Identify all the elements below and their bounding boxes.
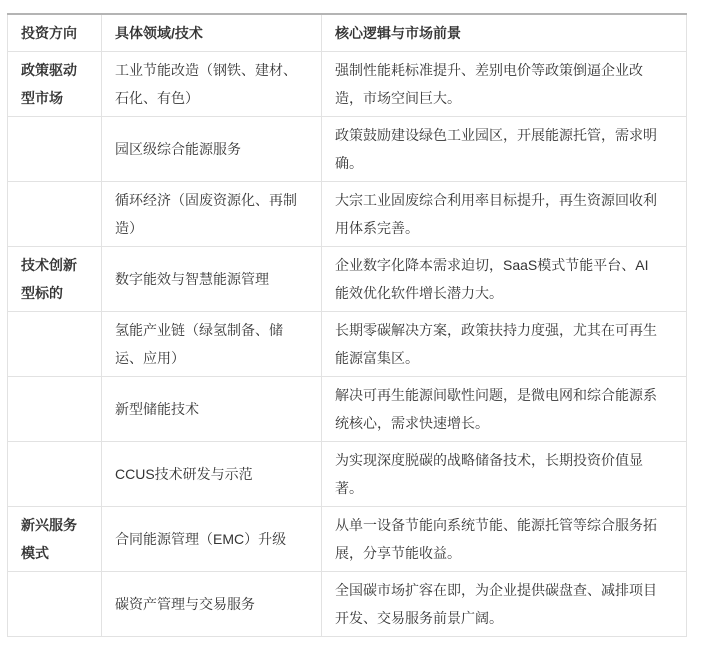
table-row bbox=[8, 117, 687, 182]
table-row bbox=[8, 182, 687, 247]
cell-logic: 企业数字化降本需求迫切，SaaS模式节能平台、AI能效优化软件增长潜力大。 bbox=[322, 247, 687, 312]
table-row bbox=[8, 52, 687, 117]
col-header-direction: 投资方向 bbox=[8, 14, 102, 52]
cell-field: 工业节能改造（钢铁、建材、石化、有色） bbox=[102, 52, 322, 117]
cell-logic: 大宗工业固废综合利用率目标提升，再生资源回收利用体系完善。 bbox=[322, 182, 687, 247]
cell-logic: 为实现深度脱碳的战略储备技术，长期投资价值显著。 bbox=[322, 442, 687, 507]
cell-direction bbox=[8, 312, 102, 377]
col-header-field: 具体领域/技术 bbox=[102, 14, 322, 52]
table-header-row bbox=[8, 14, 687, 52]
table-row bbox=[8, 507, 687, 572]
table-row bbox=[8, 442, 687, 507]
cell-direction: 技术创新型标的 bbox=[8, 247, 102, 312]
cell-direction bbox=[8, 572, 102, 637]
cell-field: 新型储能技术 bbox=[102, 377, 322, 442]
cell-logic: 政策鼓励建设绿色工业园区，开展能源托管，需求明确。 bbox=[322, 117, 687, 182]
cell-direction: 政策驱动型市场 bbox=[8, 52, 102, 117]
cell-field: 循环经济（固废资源化、再制造） bbox=[102, 182, 322, 247]
table-row bbox=[8, 312, 687, 377]
cell-logic: 从单一设备节能向系统节能、能源托管等综合服务拓展，分享节能收益。 bbox=[322, 507, 687, 572]
cell-field: 合同能源管理（EMC）升级 bbox=[102, 507, 322, 572]
cell-logic: 强制性能耗标准提升、差别电价等政策倒逼企业改造，市场空间巨大。 bbox=[322, 52, 687, 117]
investment-table bbox=[7, 13, 687, 637]
cell-field: 园区级综合能源服务 bbox=[102, 117, 322, 182]
cell-logic: 长期零碳解决方案，政策扶持力度强，尤其在可再生能源富集区。 bbox=[322, 312, 687, 377]
cell-field: 氢能产业链（绿氢制备、储运、应用） bbox=[102, 312, 322, 377]
cell-logic: 解决可再生能源间歇性问题，是微电网和综合能源系统核心，需求快速增长。 bbox=[322, 377, 687, 442]
cell-field: 数字能效与智慧能源管理 bbox=[102, 247, 322, 312]
cell-direction bbox=[8, 117, 102, 182]
cell-logic: 全国碳市场扩容在即，为企业提供碳盘查、减排项目开发、交易服务前景广阔。 bbox=[322, 572, 687, 637]
cell-direction bbox=[8, 182, 102, 247]
table-row bbox=[8, 572, 687, 637]
col-header-logic: 核心逻辑与市场前景 bbox=[322, 14, 687, 52]
table-row bbox=[8, 247, 687, 312]
cell-direction: 新兴服务模式 bbox=[8, 507, 102, 572]
cell-direction bbox=[8, 442, 102, 507]
cell-field: 碳资产管理与交易服务 bbox=[102, 572, 322, 637]
table-row bbox=[8, 377, 687, 442]
cell-direction bbox=[8, 377, 102, 442]
cell-field: CCUS技术研发与示范 bbox=[102, 442, 322, 507]
